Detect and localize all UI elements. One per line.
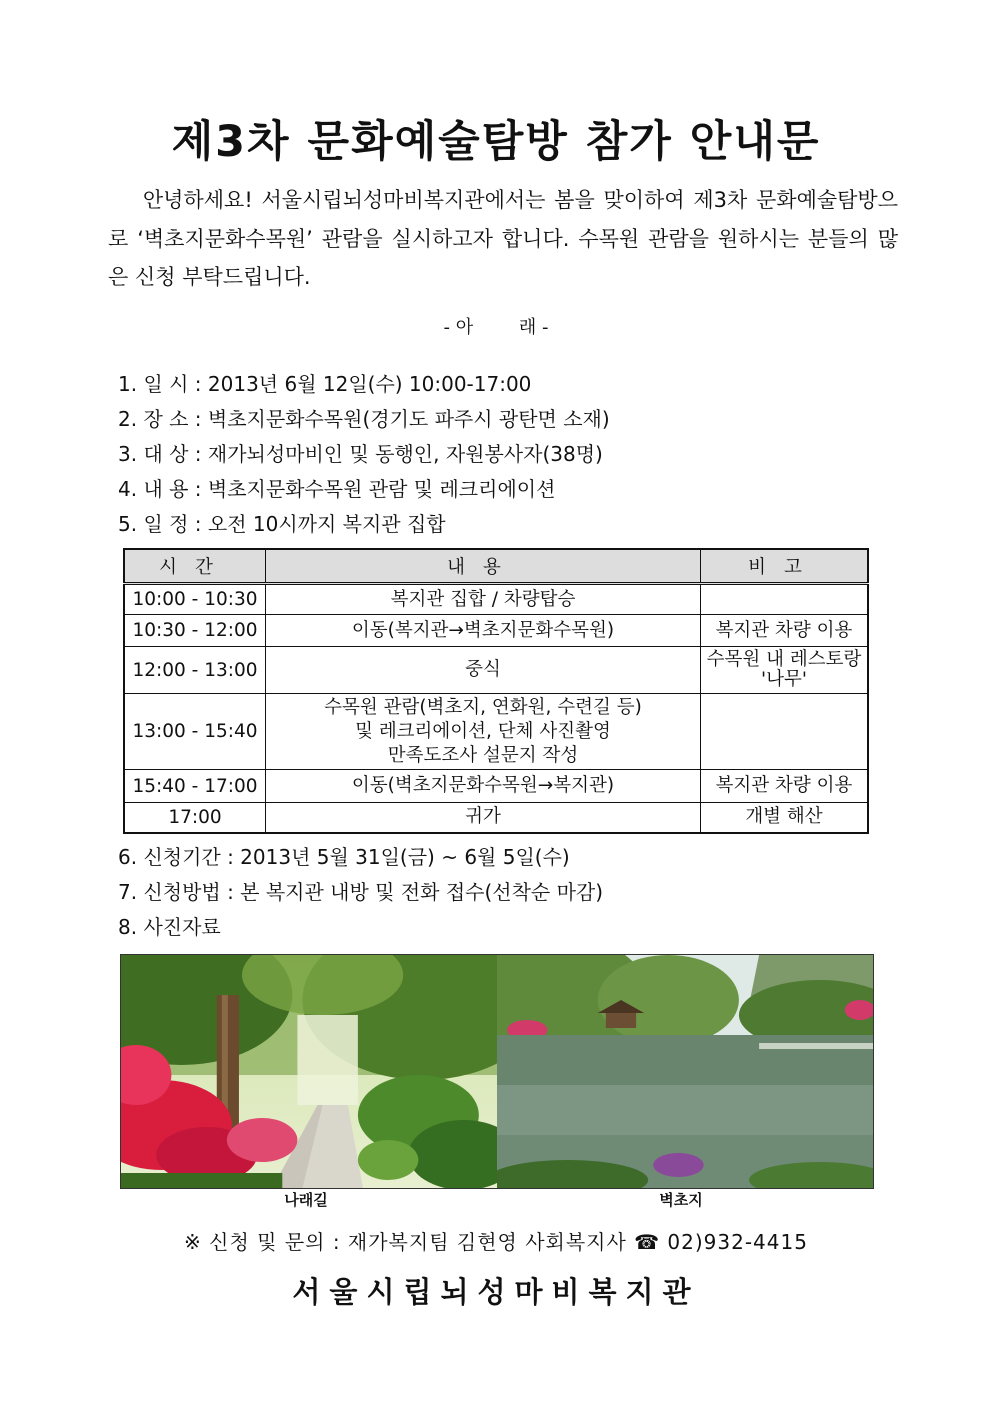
row-time: 10:00 - 10:30 [124, 584, 266, 615]
row-note [701, 584, 869, 615]
row-content [266, 770, 701, 803]
pond-image [497, 955, 873, 1188]
row-note [701, 647, 869, 694]
info-item-method: 7. 신청방법 : 본 복지관 내방 및 전화 접수(선착순 마감) [118, 880, 604, 904]
page-title: 제3차 문화예술탐방 참가 안내문 [171, 117, 821, 167]
info-item-photos: 8. 사진자료 [118, 915, 221, 939]
row-time: 17:00 [124, 803, 266, 833]
photo-garden-path [121, 955, 497, 1188]
garden-path-image [121, 955, 497, 1188]
row-time: 13:00 - 15:40 [124, 694, 266, 770]
table-row [124, 584, 868, 615]
row-time: 12:00 - 13:00 [124, 647, 266, 694]
content-line: 귀가 [465, 806, 501, 828]
row-note [701, 770, 869, 803]
photo-caption-garden-path: 나래길 [284, 1191, 328, 1209]
content-line: 및 레크리에이션, 단체 사진촬영 [355, 720, 611, 742]
row-note [701, 615, 869, 647]
content-line: 이동(복지관→벽초지문화수목원) [351, 619, 615, 641]
note-line: '나무' [761, 669, 807, 690]
table-row [124, 770, 868, 803]
table-row [124, 647, 868, 694]
row-content [266, 584, 701, 615]
content-line: 만족도조사 설문지 작성 [387, 744, 579, 766]
content-line: 중식 [465, 659, 501, 680]
row-time: 10:30 - 12:00 [124, 615, 266, 647]
intro-paragraph [108, 181, 898, 297]
table-row [124, 694, 868, 770]
info-list-bottom [118, 840, 603, 945]
info-item-target: 3. 대 상 : 재가뇌성마비인 및 동행인, 자원봉사자(38명) [118, 442, 603, 466]
note-line: 개별 해산 [745, 806, 823, 828]
row-content [266, 694, 701, 770]
row-content [266, 803, 701, 833]
content-line: 복지관 집합 / 차량탑승 [390, 588, 576, 610]
intro-text: 안녕하세요! 서울시립뇌성마비복지관에서는 봄을 맞이하여 제3차 문화예술탐방으로 ‘벽초지문화수목원’ 관람을 실시하고자 합니다. 수목원 관람을 원하시는 분들의 많은 신청 부탁드립니다. [108, 188, 898, 289]
schedule-table [123, 548, 869, 834]
header-note: 비고 [701, 549, 869, 584]
info-item-place: 2. 장 소 : 벽초지문화수목원(경기도 파주시 광탄면 소재) [118, 407, 610, 431]
photo-strip [120, 954, 874, 1189]
content-line: 이동(벽초지문화수목원→복지관) [351, 775, 615, 796]
info-item-period: 6. 신청기간 : 2013년 5월 31일(금) ~ 6월 5일(수) [118, 845, 570, 869]
note-line: 복지관 차량 이용 [715, 775, 853, 796]
row-content [266, 615, 701, 647]
note-line: 수목원 내 레스토랑 [706, 649, 862, 670]
row-note [701, 694, 869, 770]
header-content: 내용 [266, 549, 701, 584]
schedule-header-row [124, 549, 868, 584]
info-item-content: 4. 내 용 : 벽초지문화수목원 관람 및 레크리에이션 [118, 477, 556, 501]
table-row [124, 803, 868, 833]
row-content [266, 647, 701, 694]
note-line: 복지관 차량 이용 [715, 619, 853, 641]
table-row [124, 615, 868, 647]
content-line: 수목원 관람(벽초지, 연화원, 수련길 등) [324, 696, 642, 718]
header-time: 시간 [124, 549, 266, 584]
ah-rae-heading: - 아 래 - [443, 317, 549, 338]
photo-caption-pond: 벽초지 [659, 1191, 703, 1209]
info-list-top [118, 367, 610, 542]
photo-pond [497, 955, 873, 1188]
info-item-schedule: 5. 일 정 : 오전 10시까지 복지관 집합 [118, 512, 446, 536]
contact-info: ※ 신청 및 문의 : 재가복지팀 김현영 사회복지사 ☎ 02)932-4415 [184, 1230, 808, 1254]
row-time: 15:40 - 17:00 [124, 770, 266, 803]
organization-name: 서울시립뇌성마비복지관 [292, 1275, 700, 1309]
info-item-date: 1. 일 시 : 2013년 6월 12일(수) 10:00-17:00 [118, 372, 532, 396]
row-note [701, 803, 869, 833]
